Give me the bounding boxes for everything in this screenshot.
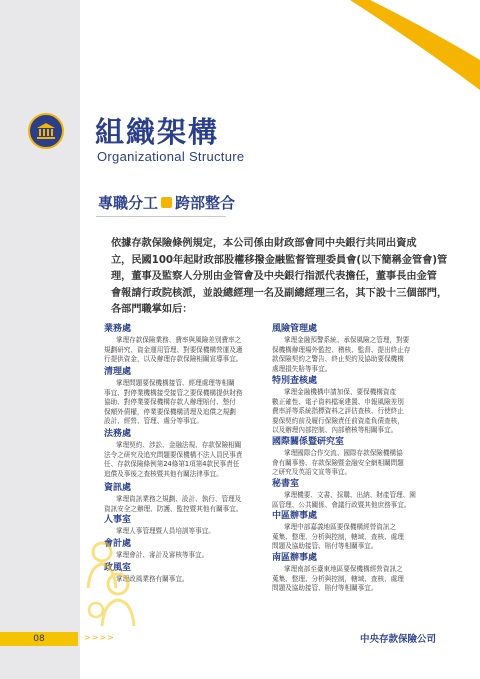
department-desc-line: 掌理南部至臺東地區要保機構經營資訊之 [284, 565, 403, 573]
section-title-part-1: 專職分工 [98, 194, 159, 212]
department-desc-line: 法令之研究及追究問題要保機構不法人員民事責 [104, 450, 243, 459]
department-risk-management [272, 323, 440, 374]
department-international-research [272, 436, 440, 478]
department-business [104, 323, 272, 365]
department-desc-line: 任、存款保險條例第24條第1項第4款民事責任 [104, 460, 240, 469]
department-secretariat [272, 478, 440, 510]
intro-line: 理，董事及監察人分別由金管會及中央銀行指派代表擔任，董事長由金管 [111, 271, 437, 282]
department-desc-line: 設計、經營、管理、處分等事宜。 [104, 417, 203, 426]
department-desc-line: 掌理會計、審計及審核等事宜。 [116, 551, 209, 559]
section-title-part-2: 跨部整合 [175, 194, 236, 212]
page-subtitle: Organizational Structure [97, 149, 245, 164]
department-name: 特別查核處 [272, 376, 318, 386]
people-silhouette-icon [80, 530, 140, 640]
department-name: 資訊處 [104, 483, 132, 493]
department-desc-line: 費率評等系統指標資料之評估查核、行使終止 [272, 407, 404, 416]
department-desc-line: 問題及協助接管、賠付等相關事宜。 [272, 542, 378, 551]
department-desc-line: 掌理機要、文書、採購、出納、財產管理、園 [284, 491, 416, 499]
department-central-office [272, 510, 440, 552]
department-desc-line: 行提供資金，以及辦理存款保險相關宣導事宜。 [104, 355, 243, 364]
department-desc-line: 事宜、對停業機構接受接管之要保機構提供財務 [104, 388, 243, 397]
left-side-strip [0, 0, 80, 679]
department-name: 清理處 [104, 367, 132, 377]
department-desc-line: 掌理契約、涉訟、金融法規、存款保險相關 [116, 441, 242, 449]
department-name: 秘書室 [272, 479, 300, 489]
department-desc-line: 掌理國際合作交流、國際存款保險機構協 [284, 449, 403, 457]
department-name: 業務處 [104, 324, 132, 334]
intro-line: 各部門職掌如后： [111, 304, 193, 315]
department-desc-line: 資訊安全之辦理、防護、監控暨其他有關事宜。 [104, 504, 243, 513]
department-name: 法務處 [104, 429, 132, 439]
department-desc-line: 款保險契約之警告、終止契約及協助要保機構 [272, 355, 404, 364]
company-logo [28, 113, 64, 149]
intro-line: 依據存款保險條例規定，本公司係由財政部會同中央銀行共同出資成 [111, 238, 417, 249]
department-desc-line: 保額外債權，停業要保機構清理及追償之規劃 [104, 407, 236, 416]
department-name: 風險管理處 [272, 324, 318, 334]
department-name: 南區辦事處 [272, 553, 318, 563]
section-divider [96, 216, 226, 217]
department-desc-line: 掌理資訊業務之規劃、設計、執行、管理及 [116, 495, 242, 503]
department-resolution [104, 366, 272, 427]
department-desc-line: 蒐集、整理、分析與控制，轄域、查核、處理 [272, 532, 404, 541]
intro-line: 會報請行政院核派，並設總經理一名及副總經理三名，其下設十三個部門， [111, 287, 448, 299]
department-desc-line: 掌理政風業務有關事宜。 [116, 575, 189, 583]
department-desc-line: 數正確性、電子資料檔案建置、申報風險差別 [272, 397, 404, 406]
department-desc-line: 掌理人事管理暨人員培訓等事宜。 [116, 527, 215, 535]
department-name: 會計處 [104, 539, 132, 549]
department-desc-line: 以及辦理內部控制、內部稽核等相關事宜。 [272, 426, 398, 435]
department-desc-line: 追償及事後之查核暨其他有關法律事宜。 [104, 469, 223, 478]
department-southern-office [272, 552, 440, 594]
department-name: 國際關係暨研究室 [272, 437, 345, 447]
department-desc-line: 處理損失賠等事宜。 [272, 364, 332, 373]
department-special-examination [272, 375, 440, 436]
department-name: 人事室 [104, 515, 132, 525]
department-desc-line: 掌理存款保險業務、費率與風險差別費率之 [116, 336, 242, 344]
department-desc-line: 掌理金融機構申請加保、要保機構資產 [284, 388, 397, 396]
footer-arrows: >>>> [84, 633, 115, 642]
department-desc-line: 之研究及英語文宣等事宜。 [272, 468, 352, 477]
page-number: 08 [0, 632, 78, 646]
intro-line: 立，民國100年起財政部股權移撥金融監督管理委員會(以下簡稱金管會)管 [111, 254, 448, 266]
section-title [98, 192, 235, 213]
footer-company-name: 中央存款保險公司 [359, 634, 436, 645]
department-desc-line: 會有關事務、存款保險暨金融安全網相關問題 [272, 458, 404, 467]
department-desc-line: 掌理問題要保機構接管、經理處理等相關 [116, 379, 235, 387]
department-legal [104, 428, 272, 479]
department-desc-line: 區管理、公共關係、會議行政暨其他庶務事宜。 [272, 500, 411, 509]
department-desc-line: 規劃研究、資金運用管理、對要保機構營運及適 [104, 345, 243, 354]
intro-paragraph [111, 236, 448, 319]
corner-decoration [310, 0, 480, 90]
department-desc-line: 掌理金融預警系統、承保風險之管理，對要 [284, 336, 410, 344]
department-desc-line: 協助、對停業要保機構存款人辦理賠付、墊付 [104, 398, 236, 407]
department-desc-line: 問題及協助接管、賠付等相關事宜。 [272, 584, 378, 593]
department-desc-line: 掌理中部嘉義地區要保機構經營資訊之 [284, 523, 397, 531]
department-desc-line: 要保契約前及履行保險責任前資產負債查核， [272, 416, 404, 425]
page-title: 組織架構 [95, 115, 220, 149]
department-name: 中區辦事處 [272, 511, 318, 521]
department-desc-line: 蒐集、整理、分析與控制，轄域、查核、處理 [272, 574, 404, 583]
department-name: 政風室 [104, 563, 132, 573]
department-desc-line: 保機構辦理場外監控、稽核、監督、提出終止存 [272, 345, 411, 354]
institution-building-icon [36, 121, 56, 141]
department-it [104, 482, 272, 514]
yellow-square-icon [161, 197, 172, 208]
